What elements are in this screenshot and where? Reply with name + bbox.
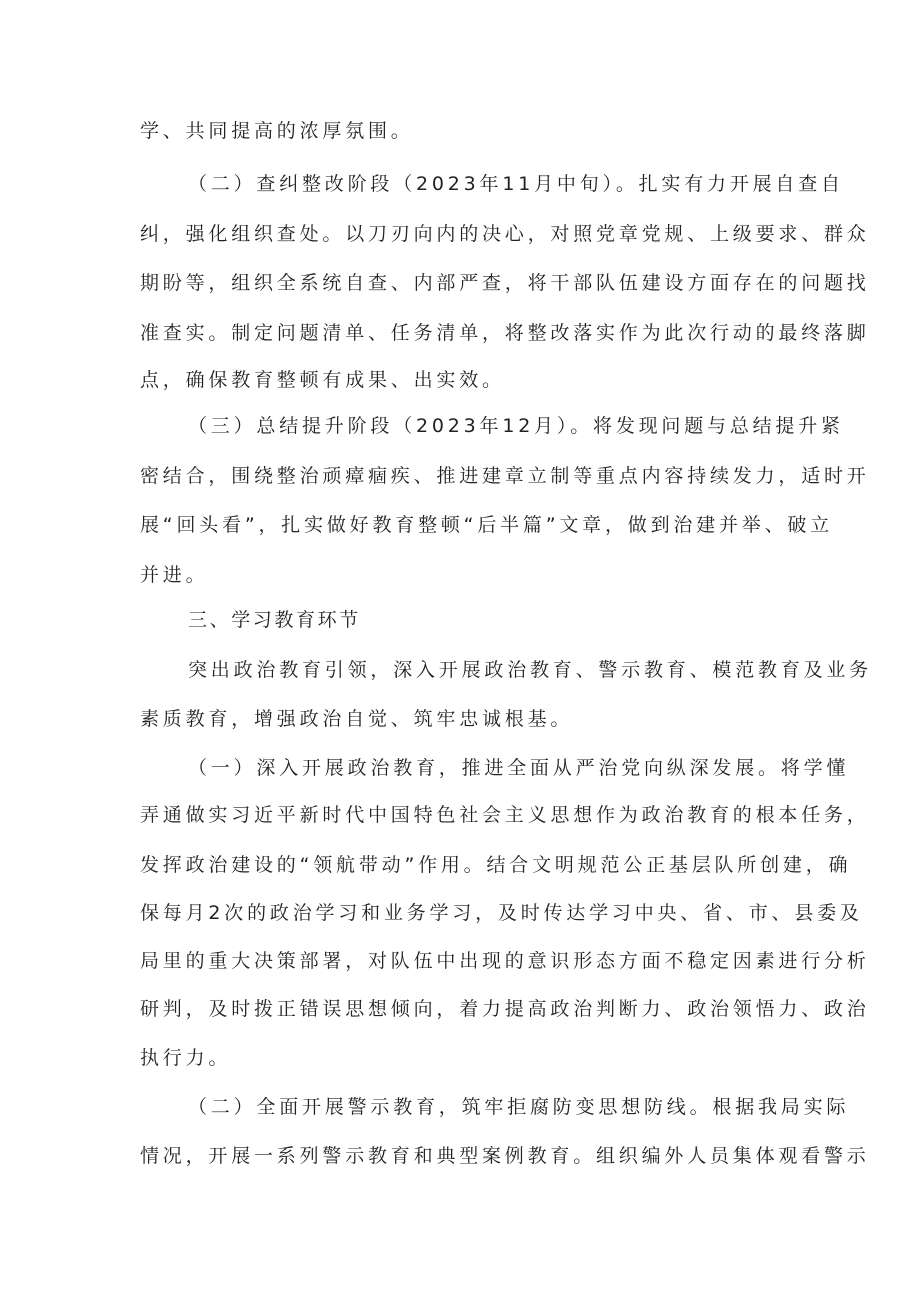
section-heading: 三、学习教育环节 <box>188 609 361 631</box>
paragraph-line: 展“回头看”，扎实做好教育整顿“后半篇”文章，做到治建并举、破立 <box>140 514 833 536</box>
paragraph-line: 保每月2次的政治学习和业务学习，及时传达学习中央、省、市、县委及 <box>140 902 863 924</box>
paragraph-line: 局里的重大决策部署，对队伍中出现的意识形态方面不稳定因素进行分析 <box>140 950 870 972</box>
paragraph-line: 期盼等，组织全系统自查、内部严查，将干部队伍建设方面存在的问题找 <box>140 272 870 294</box>
paragraph-line: 情况，开展一系列警示教育和典型案例教育。组织编外人员集体观看警示 <box>140 1145 870 1167</box>
paragraph-line: （二）全面开展警示教育，筑牢拒腐防变思想防线。根据我局实际 <box>188 1096 850 1118</box>
paragraph-line: 点，确保教育整顿有成果、出实效。 <box>140 369 505 391</box>
paragraph-line: 学、共同提高的浓厚氛围。 <box>140 120 414 142</box>
paragraph-line: 密结合，围绕整治顽瘴痼疾、推进建章立制等重点内容持续发力，适时开 <box>140 465 870 487</box>
paragraph-line: （一）深入开展政治教育，推进全面从严治党向纵深发展。将学懂 <box>188 757 850 779</box>
paragraph-line: 并进。 <box>140 564 209 586</box>
paragraph-line: 执行力。 <box>140 1047 232 1069</box>
paragraph-line: 素质教育，增强政治自觉、筑牢忠诚根基。 <box>140 708 574 730</box>
paragraph-line: 纠，强化组织查处。以刀刃向内的决心，对照党章党规、上级要求、群众 <box>140 223 870 245</box>
paragraph-line: 研判，及时拨正错误思想倾向，着力提高政治判断力、政治领悟力、政治 <box>140 998 870 1020</box>
paragraph-line: 准查实。制定问题清单、任务清单，将整改落实作为此次行动的最终落脚 <box>140 322 870 344</box>
paragraph-line: 突出政治教育引领，深入开展政治教育、警示教育、模范教育及业务 <box>188 659 873 681</box>
paragraph-line: 弄通做实习近平新时代中国特色社会主义思想作为政治教育的根本任务， <box>140 804 870 826</box>
paragraph-line: 发挥政治建设的“领航带动”作用。结合文明规范公正基层队所创建，确 <box>140 854 852 876</box>
paragraph-line: （二）查纠整改阶段（2023年11月中旬）。扎实有力开展自查自 <box>188 173 844 195</box>
paragraph-line: （三）总结提升阶段（2023年12月）。将发现问题与总结提升紧 <box>188 415 844 437</box>
